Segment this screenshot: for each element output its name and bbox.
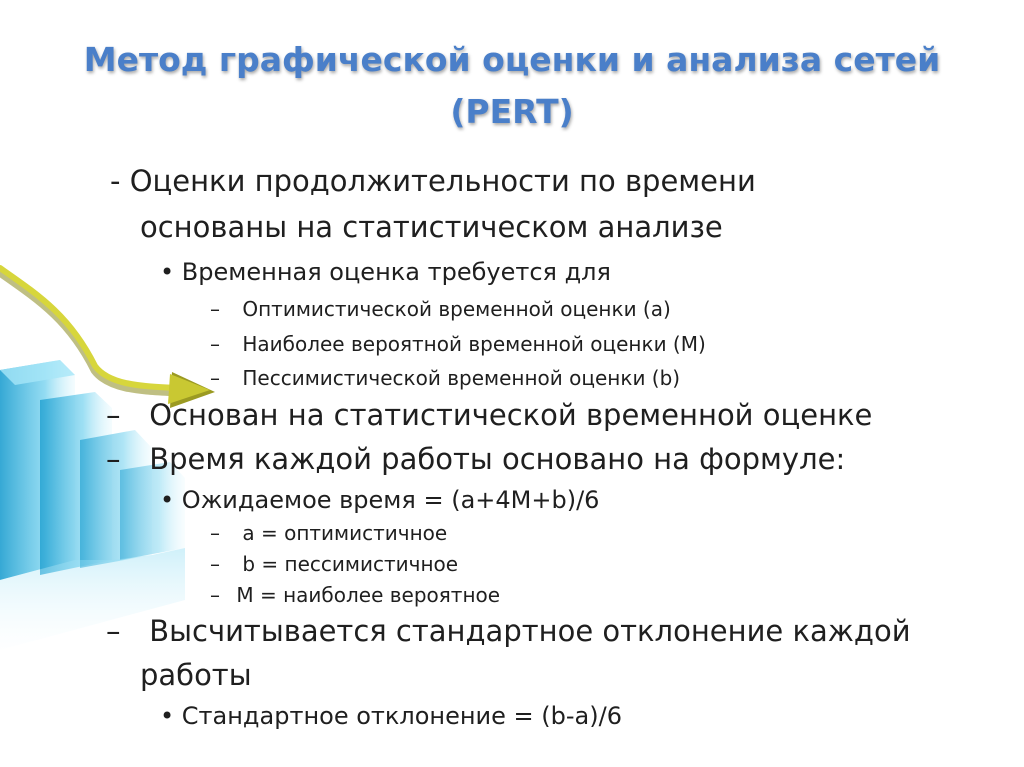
- list-item: [160, 258, 611, 286]
- list-item: [106, 398, 872, 432]
- list-item-text: Стандартное отклонение = (b-a)/6: [181, 702, 622, 730]
- bullet-marker: –: [106, 398, 121, 432]
- list-item: [210, 297, 671, 321]
- title-line-1: Метод графической оценки и анализа сетей: [83, 40, 941, 79]
- list-item: [160, 702, 622, 730]
- list-item: [106, 614, 911, 648]
- bullet-marker: –: [210, 521, 220, 545]
- list-item-text: Время каждой работы основано на формуле:: [149, 442, 846, 476]
- list-item-text: Ожидаемое время = (a+4M+b)/6: [181, 486, 600, 514]
- list-item: [210, 521, 447, 545]
- bullet-marker: –: [210, 332, 220, 356]
- list-item: [140, 210, 723, 244]
- list-item: [210, 332, 706, 356]
- list-item: [210, 583, 500, 607]
- bullet-marker: –: [210, 583, 220, 607]
- title-line-2: (PERT): [450, 92, 574, 131]
- list-item-text: a = оптимистичное: [242, 521, 448, 545]
- bullet-marker: -: [110, 164, 121, 198]
- page-title: [60, 34, 964, 138]
- bullet-marker: –: [106, 442, 121, 476]
- list-item-text: M = наиболее вероятное: [236, 583, 501, 607]
- bullet-marker: –: [106, 614, 121, 648]
- list-item: [210, 366, 680, 390]
- bullet-marker: –: [210, 297, 220, 321]
- list-item-text: Основан на статистической временной оценке: [149, 398, 873, 432]
- list-item-text: Оптимистической временной оценки (a): [242, 297, 671, 321]
- bullet-marker: •: [160, 486, 175, 514]
- list-item-text: основаны на статистическом анализе: [140, 210, 723, 244]
- list-item-text: Высчитывается стандартное отклонение каждой: [149, 614, 911, 648]
- list-item: [106, 442, 845, 476]
- list-item: [160, 486, 599, 514]
- bullet-marker: –: [210, 366, 220, 390]
- list-item-text: Временная оценка требуется для: [181, 258, 611, 286]
- list-item: [210, 552, 458, 576]
- list-item-text: Наиболее вероятной временной оценки (M): [242, 332, 706, 356]
- bullet-marker: –: [210, 552, 220, 576]
- list-item-text: Пессимистической временной оценки (b): [242, 366, 681, 390]
- list-item-text: Оценки продолжительности по времени: [129, 164, 756, 198]
- list-item-text: b = пессимистичное: [242, 552, 459, 576]
- bullet-marker: •: [160, 702, 175, 730]
- list-item-text: работы: [140, 658, 252, 692]
- list-item: [140, 658, 252, 692]
- bullet-marker: •: [160, 258, 175, 286]
- list-item: [110, 164, 756, 198]
